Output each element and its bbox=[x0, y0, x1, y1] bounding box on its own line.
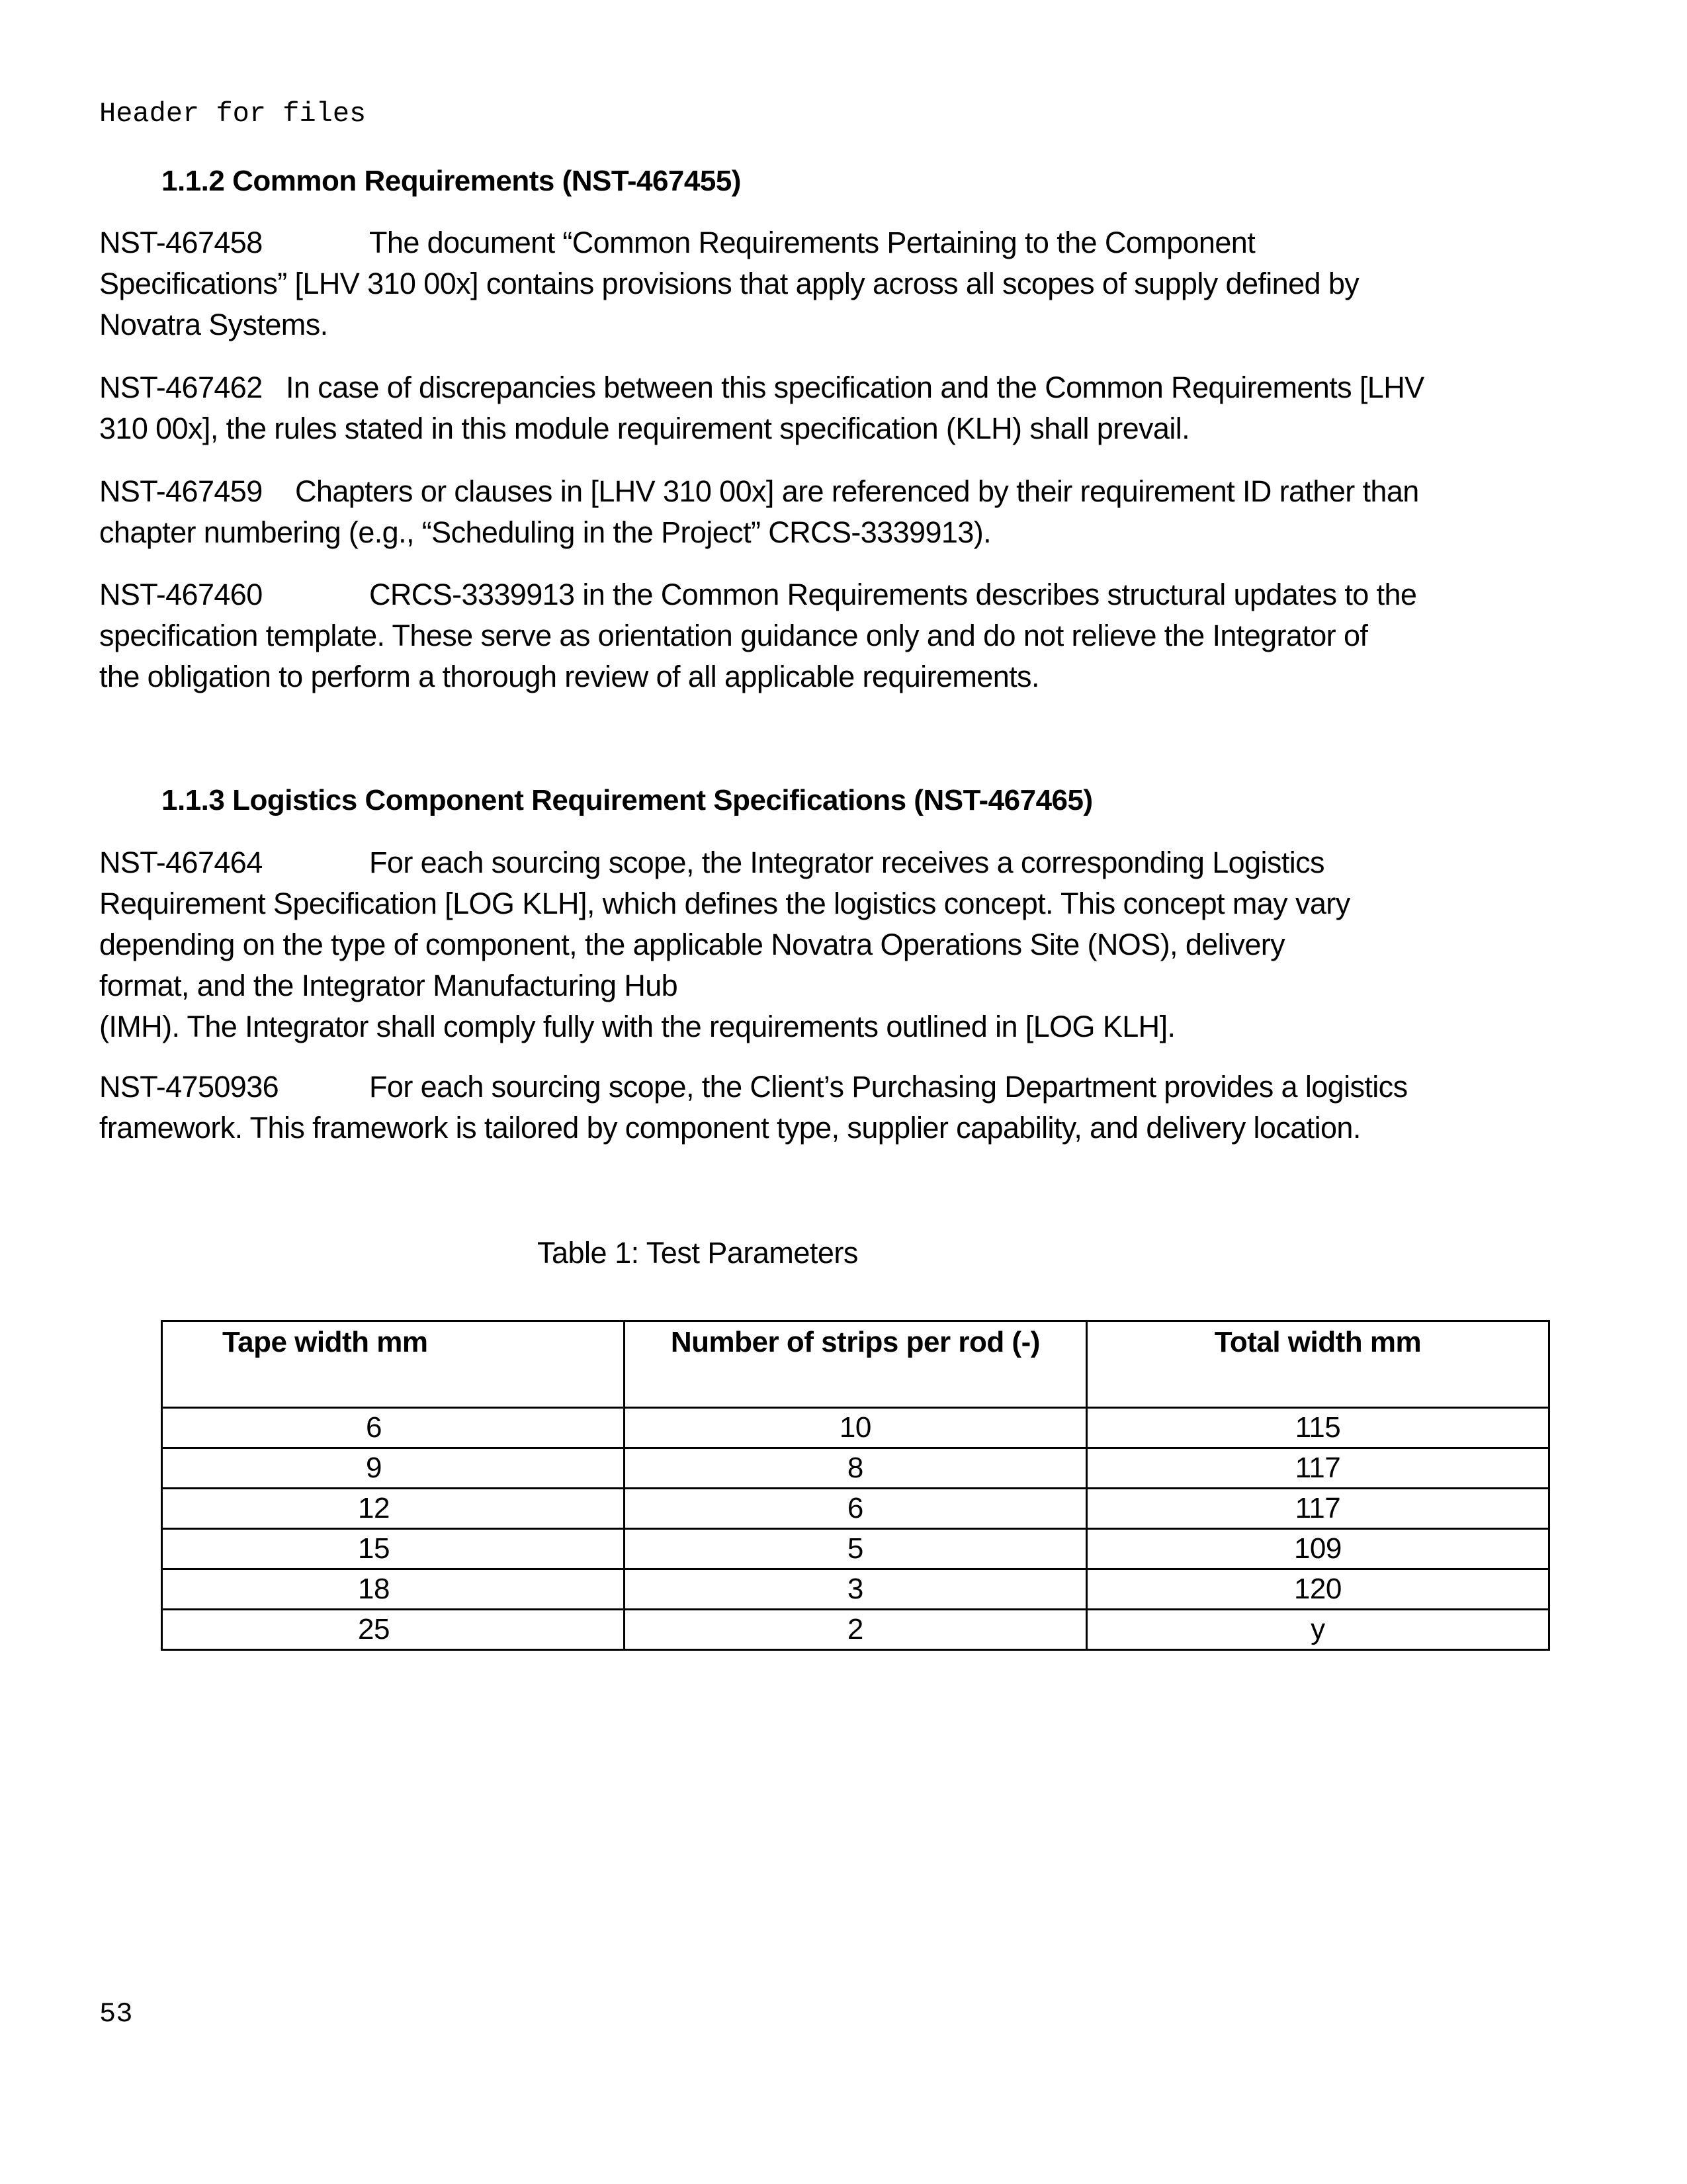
requirement-line: the obligation to perform a thorough review of all applicable requirements. bbox=[99, 660, 1039, 693]
requirement-line bbox=[99, 574, 1515, 615]
requirement-id: NST-467460 bbox=[99, 578, 263, 611]
table-row bbox=[162, 1448, 1549, 1489]
requirement-NST-467464 bbox=[99, 842, 1515, 1047]
table-cell: 6 bbox=[162, 1408, 625, 1448]
table-cell: 2 bbox=[624, 1610, 1086, 1650]
section-heading-1-1-2: 1.1.2 Common Requirements (NST-467455) bbox=[161, 165, 741, 197]
requirement-line: (IMH). The Integrator shall comply fully with the requirements outlined in [LOG KLH]. bbox=[99, 1010, 1176, 1043]
requirement-text: In case of discrepancies between this specification and the Common Requirements [LHV bbox=[286, 371, 1424, 404]
table-row bbox=[162, 1408, 1549, 1448]
requirement-id: NST-467459 bbox=[99, 474, 263, 508]
requirement-id: NST-467464 bbox=[99, 846, 263, 879]
table-cell: 10 bbox=[624, 1408, 1086, 1448]
column-header-tape-width: Tape width mm bbox=[162, 1321, 625, 1408]
page-number: 53 bbox=[99, 1998, 133, 2030]
table-cell: 3 bbox=[624, 1569, 1086, 1610]
table-header-row bbox=[162, 1321, 1549, 1408]
requirement-line: Specifications” [LHV 310 00x] contains provisions that apply across all scopes of supply defined by bbox=[99, 267, 1360, 300]
requirement-line: specification template. These serve as orientation guidance only and do not relieve the Integrator of bbox=[99, 619, 1368, 652]
table-row bbox=[162, 1610, 1549, 1650]
requirement-text: CRCS-3339913 in the Common Requirements describes structural updates to the bbox=[369, 578, 1417, 611]
requirement-id: NST-467458 bbox=[99, 226, 263, 259]
requirement-NST-467459 bbox=[99, 471, 1515, 553]
table-cell: 115 bbox=[1086, 1408, 1549, 1448]
requirement-text: The document “Common Requirements Pertaining to the Component bbox=[369, 226, 1256, 259]
table-cell: 5 bbox=[624, 1529, 1086, 1569]
table-cell: y bbox=[1086, 1610, 1549, 1650]
requirement-NST-467462 bbox=[99, 367, 1515, 449]
requirement-NST-467460 bbox=[99, 574, 1515, 697]
requirement-line bbox=[99, 222, 1515, 263]
requirement-line: chapter numbering (e.g., “Scheduling in the Project” CRCS-3339913). bbox=[99, 515, 992, 549]
requirement-line: Novatra Systems. bbox=[99, 308, 328, 341]
requirement-line: format, and the Integrator Manufacturing Hub bbox=[99, 969, 678, 1002]
requirement-line: depending on the type of component, the applicable Novatra Operations Site (NOS), delivery bbox=[99, 928, 1285, 961]
requirement-id: NST-467462 bbox=[99, 371, 263, 404]
requirement-NST-467458 bbox=[99, 222, 1515, 345]
requirement-line bbox=[99, 842, 1515, 883]
requirement-line bbox=[99, 367, 1515, 408]
table-cell: 109 bbox=[1086, 1529, 1549, 1569]
requirement-text: Chapters or clauses in [LHV 310 00x] are referenced by their requirement ID rather than bbox=[295, 474, 1419, 508]
table-caption: Table 1: Test Parameters bbox=[537, 1236, 858, 1270]
table-cell: 12 bbox=[162, 1489, 625, 1529]
requirement-line: Requirement Specification [LOG KLH], which defines the logistics concept. This concept may vary bbox=[99, 887, 1350, 920]
table-cell: 25 bbox=[162, 1610, 625, 1650]
test-parameters-table bbox=[161, 1320, 1550, 1651]
page-header: Header for files bbox=[99, 98, 367, 130]
requirement-line: framework. This framework is tailored by component type, supplier capability, and delivery location. bbox=[99, 1111, 1361, 1145]
table-cell: 18 bbox=[162, 1569, 625, 1610]
table-cell: 117 bbox=[1086, 1448, 1549, 1489]
requirement-line bbox=[99, 1067, 1515, 1108]
table-cell: 9 bbox=[162, 1448, 625, 1489]
table-cell: 120 bbox=[1086, 1569, 1549, 1610]
table-row bbox=[162, 1569, 1549, 1610]
requirement-id: NST-4750936 bbox=[99, 1070, 279, 1104]
table-cell: 117 bbox=[1086, 1489, 1549, 1529]
section-heading-1-1-3: 1.1.3 Logistics Component Requirement Specifications (NST-467465) bbox=[161, 784, 1093, 816]
column-header-total-width: Total width mm bbox=[1086, 1321, 1549, 1408]
requirement-NST-4750936 bbox=[99, 1067, 1515, 1149]
requirement-line: 310 00x], the rules stated in this module requirement specification (KLH) shall prevail. bbox=[99, 412, 1190, 445]
requirement-line bbox=[99, 471, 1515, 512]
table-row bbox=[162, 1529, 1549, 1569]
requirement-text: For each sourcing scope, the Client’s Purchasing Department provides a logistics bbox=[369, 1070, 1408, 1104]
table-cell: 15 bbox=[162, 1529, 625, 1569]
table-row bbox=[162, 1489, 1549, 1529]
requirement-text: For each sourcing scope, the Integrator receives a corresponding Logistics bbox=[369, 846, 1324, 879]
table-cell: 6 bbox=[624, 1489, 1086, 1529]
column-header-strips-per-rod: Number of strips per rod (-) bbox=[624, 1321, 1086, 1408]
table-cell: 8 bbox=[624, 1448, 1086, 1489]
